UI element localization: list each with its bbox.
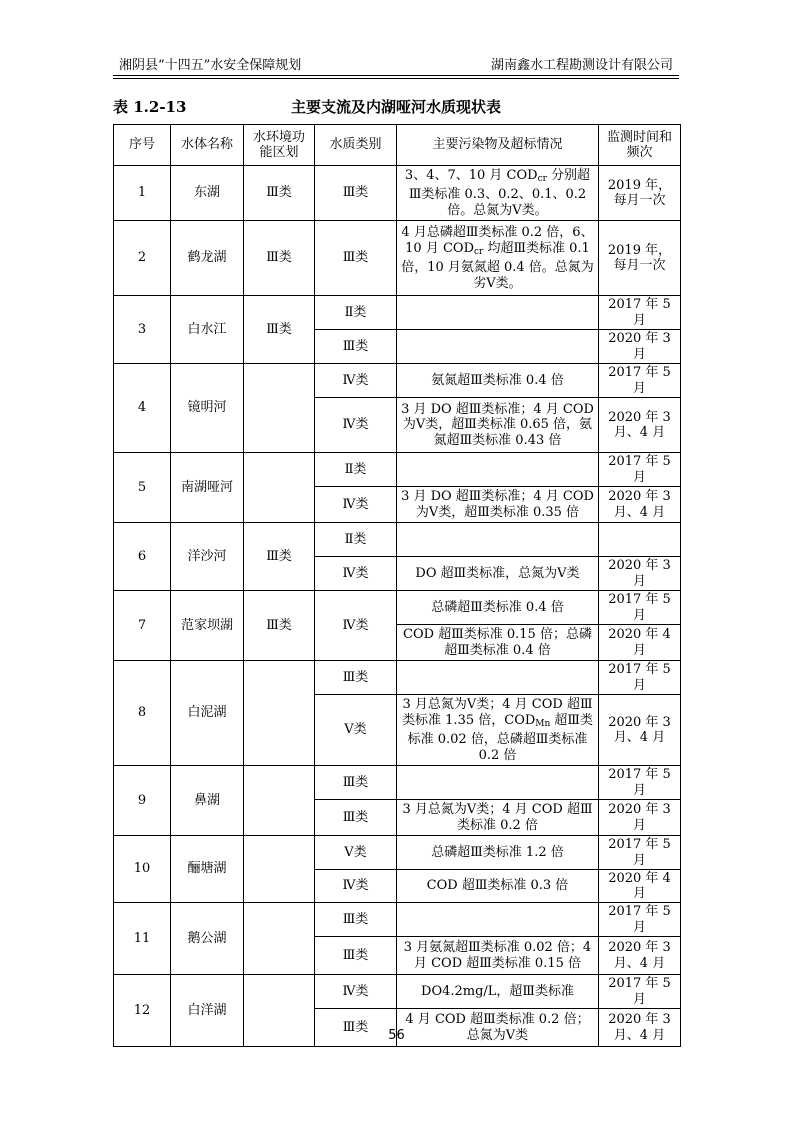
- cell-function-zone: [244, 903, 315, 975]
- cell-function-zone: [244, 453, 315, 523]
- table-row: [114, 661, 681, 695]
- header-rule-thin: [113, 78, 679, 79]
- cell-pollutant-exceedance: 3 月 DO 超Ⅲ类标准；4 月 COD 为Ⅴ类，超Ⅲ类标准 0.65 倍，氨氮超Ⅲ类标准 0.43 倍: [397, 398, 599, 453]
- cell-pollutant-exceedance: [397, 903, 599, 937]
- cell-monitoring-time: [599, 523, 681, 557]
- cell-quality-class: Ⅲ类: [315, 221, 397, 296]
- header-rule: [113, 75, 679, 76]
- cell-monitoring-time: 2019 年，每月一次: [599, 221, 681, 296]
- cell-monitoring-time: 2017 年 5 月: [599, 296, 681, 330]
- cell-water-body-name: 镜明河: [171, 364, 244, 453]
- cell-function-zone: [244, 766, 315, 836]
- table-row: [114, 296, 681, 330]
- cell-quality-class: Ⅳ类: [315, 487, 397, 523]
- cell-monitoring-time: 2017 年 5 月: [599, 364, 681, 398]
- cell-monitoring-time: 2020 年 3 月、4 月: [599, 937, 681, 975]
- cell-function-zone: [244, 661, 315, 766]
- cell-quality-class: Ⅴ类: [315, 695, 397, 766]
- cell-quality-class: Ⅲ类: [315, 766, 397, 800]
- cell-serial-number: 9: [114, 766, 171, 836]
- table-header-row: [114, 125, 681, 166]
- cell-quality-class: Ⅳ类: [315, 398, 397, 453]
- cell-quality-class: Ⅲ类: [315, 1009, 397, 1047]
- header-cell-pollutant: 主要污染物及超标情况: [397, 125, 599, 166]
- cell-monitoring-time: 2020 年 3 月、4 月: [599, 695, 681, 766]
- header-cell-time: 监测时间和频次: [599, 125, 681, 166]
- table-row: [114, 221, 681, 296]
- table-row: [114, 523, 681, 557]
- table-body: [114, 166, 681, 1047]
- cell-function-zone: Ⅲ类: [244, 221, 315, 296]
- cell-pollutant-exceedance: DO4.2mg/L，超Ⅲ类标准: [397, 975, 599, 1009]
- cell-water-body-name: 鹤龙湖: [171, 221, 244, 296]
- cell-monitoring-time: 2017 年 5 月: [599, 661, 681, 695]
- table-row: [114, 453, 681, 487]
- header-cell-no: 序号: [114, 125, 171, 166]
- cell-monitoring-time: 2017 年 5 月: [599, 766, 681, 800]
- cell-serial-number: 12: [114, 975, 171, 1047]
- cell-serial-number: 1: [114, 166, 171, 221]
- cell-serial-number: 6: [114, 523, 171, 591]
- cell-function-zone: [244, 364, 315, 453]
- cell-pollutant-exceedance: [397, 766, 599, 800]
- cell-water-body-name: 白水江: [171, 296, 244, 364]
- header-cell-name: 水体名称: [171, 125, 244, 166]
- cell-monitoring-time: 2020 年 3 月: [599, 330, 681, 364]
- cell-pollutant-exceedance: [397, 661, 599, 695]
- cell-function-zone: Ⅲ类: [244, 296, 315, 364]
- cell-pollutant-exceedance: 氨氮超Ⅲ类标准 0.4 倍: [397, 364, 599, 398]
- cell-monitoring-time: 2017 年 5 月: [599, 591, 681, 625]
- cell-monitoring-time: 2017 年 5 月: [599, 836, 681, 870]
- table-row: [114, 836, 681, 870]
- cell-quality-class: Ⅲ类: [315, 330, 397, 364]
- cell-quality-class: Ⅴ类: [315, 836, 397, 870]
- running-header: [113, 57, 679, 75]
- cell-pollutant-exceedance: COD 超Ⅲ类标准 0.3 倍: [397, 870, 599, 903]
- cell-pollutant-exceedance: DO 超Ⅲ类标准，总氮为Ⅴ类: [397, 557, 599, 591]
- cell-monitoring-time: 2020 年 3 月、4 月: [599, 487, 681, 523]
- cell-pollutant-exceedance: 4 月 COD 超Ⅲ类标准 0.2 倍；总氮为Ⅴ类: [397, 1009, 599, 1047]
- cell-serial-number: 8: [114, 661, 171, 766]
- cell-pollutant-exceedance: [397, 453, 599, 487]
- cell-pollutant-exceedance: 3 月氨氮超Ⅲ类标准 0.02 倍；4 月 COD 超Ⅲ类标准 0.15 倍: [397, 937, 599, 975]
- cell-quality-class: Ⅳ类: [315, 870, 397, 903]
- cell-quality-class: Ⅳ类: [315, 364, 397, 398]
- cell-water-body-name: 东湖: [171, 166, 244, 221]
- cell-pollutant-exceedance: 总磷超Ⅲ类标准 1.2 倍: [397, 836, 599, 870]
- cell-pollutant-exceedance: [397, 330, 599, 364]
- cell-pollutant-exceedance: 4 月总磷超Ⅲ类标准 0.2 倍，6、10 月 $COD_{cr}$ 均超Ⅲ类标准 0.1 倍，10 月氨氮超 0.4 倍。总氮为劣Ⅴ类。: [397, 221, 599, 296]
- table-row: [114, 166, 681, 221]
- cell-serial-number: 5: [114, 453, 171, 523]
- cell-pollutant-exceedance: [397, 523, 599, 557]
- cell-pollutant-exceedance: 3、4、7、10 月 $COD_{cr}$ 分别超Ⅲ类标准 0.3、0.2、0.1、0.2 倍。总氮为Ⅴ类。: [397, 166, 599, 221]
- cell-function-zone: Ⅲ类: [244, 166, 315, 221]
- cell-water-body-name: 洋沙河: [171, 523, 244, 591]
- header-cell-quality: 水质类别: [315, 125, 397, 166]
- cell-quality-class: Ⅱ类: [315, 296, 397, 330]
- header-cell-zone: 水环境功能区划: [244, 125, 315, 166]
- cell-water-body-name: 白泥湖: [171, 661, 244, 766]
- cell-serial-number: 7: [114, 591, 171, 661]
- table-title: 主要支流及内湖哑河水质现状表: [290, 98, 501, 116]
- cell-function-zone: Ⅲ类: [244, 523, 315, 591]
- cell-quality-class: Ⅲ类: [315, 661, 397, 695]
- cell-monitoring-time: 2019 年，每月一次: [599, 166, 681, 221]
- table-row: [114, 364, 681, 398]
- water-quality-table: [113, 124, 681, 1047]
- cell-quality-class: Ⅲ类: [315, 166, 397, 221]
- cell-quality-class: Ⅳ类: [315, 591, 397, 661]
- table-row: [114, 903, 681, 937]
- table-row: [114, 591, 681, 625]
- cell-pollutant-exceedance: 3 月 DO 超Ⅲ类标准；4 月 COD 为Ⅴ类，超Ⅲ类标准 0.35 倍: [397, 487, 599, 523]
- cell-quality-class: Ⅲ类: [315, 903, 397, 937]
- table-number: 表 1.2-13: [113, 98, 187, 116]
- table-caption: [113, 96, 679, 118]
- page-number: 56: [388, 1028, 405, 1043]
- cell-pollutant-exceedance: 总磷超Ⅲ类标准 0.4 倍: [397, 591, 599, 625]
- cell-serial-number: 4: [114, 364, 171, 453]
- cell-pollutant-exceedance: 3 月总氮为Ⅴ类；4 月 COD 超Ⅲ类标准 1.35 倍，$COD_{Mn}$ 超Ⅲ类标准 0.02 倍，总磷超Ⅲ类标准 0.2 倍: [397, 695, 599, 766]
- cell-function-zone: [244, 836, 315, 903]
- cell-quality-class: Ⅱ类: [315, 453, 397, 487]
- cell-monitoring-time: 2020 年 4 月: [599, 625, 681, 661]
- cell-monitoring-time: 2020 年 3 月: [599, 800, 681, 836]
- cell-water-body-name: 酾塘湖: [171, 836, 244, 903]
- cell-pollutant-exceedance: COD 超Ⅲ类标准 0.15 倍；总磷超Ⅲ类标准 0.4 倍: [397, 625, 599, 661]
- cell-monitoring-time: 2020 年 3 月、4 月: [599, 398, 681, 453]
- cell-water-body-name: 鼻湖: [171, 766, 244, 836]
- cell-serial-number: 3: [114, 296, 171, 364]
- cell-quality-class: Ⅲ类: [315, 800, 397, 836]
- cell-monitoring-time: 2020 年 4 月: [599, 870, 681, 903]
- cell-monitoring-time: 2017 年 5 月: [599, 975, 681, 1009]
- table-row: [114, 766, 681, 800]
- cell-water-body-name: 鹅公湖: [171, 903, 244, 975]
- cell-water-body-name: 白洋湖: [171, 975, 244, 1047]
- cell-quality-class: Ⅳ类: [315, 557, 397, 591]
- table-row: [114, 975, 681, 1009]
- cell-monitoring-time: 2020 年 3 月: [599, 557, 681, 591]
- cell-monitoring-time: 2017 年 5 月: [599, 903, 681, 937]
- cell-function-zone: Ⅲ类: [244, 591, 315, 661]
- cell-serial-number: 10: [114, 836, 171, 903]
- cell-pollutant-exceedance: 3 月总氮为Ⅴ类；4 月 COD 超Ⅲ类标准 0.2 倍: [397, 800, 599, 836]
- cell-quality-class: Ⅱ类: [315, 523, 397, 557]
- cell-quality-class: Ⅲ类: [315, 937, 397, 975]
- cell-serial-number: 11: [114, 903, 171, 975]
- header-document-title: 湘阴县“十四五”水安全保障规划: [119, 58, 302, 73]
- cell-monitoring-time: 2020 年 3 月、4 月: [599, 1009, 681, 1047]
- cell-serial-number: 2: [114, 221, 171, 296]
- cell-pollutant-exceedance: [397, 296, 599, 330]
- cell-monitoring-time: 2017 年 5 月: [599, 453, 681, 487]
- cell-water-body-name: 范家坝湖: [171, 591, 244, 661]
- cell-water-body-name: 南湖哑河: [171, 453, 244, 523]
- cell-quality-class: Ⅳ类: [315, 975, 397, 1009]
- header-company-name: 湖南鑫水工程勘测设计有限公司: [490, 58, 673, 73]
